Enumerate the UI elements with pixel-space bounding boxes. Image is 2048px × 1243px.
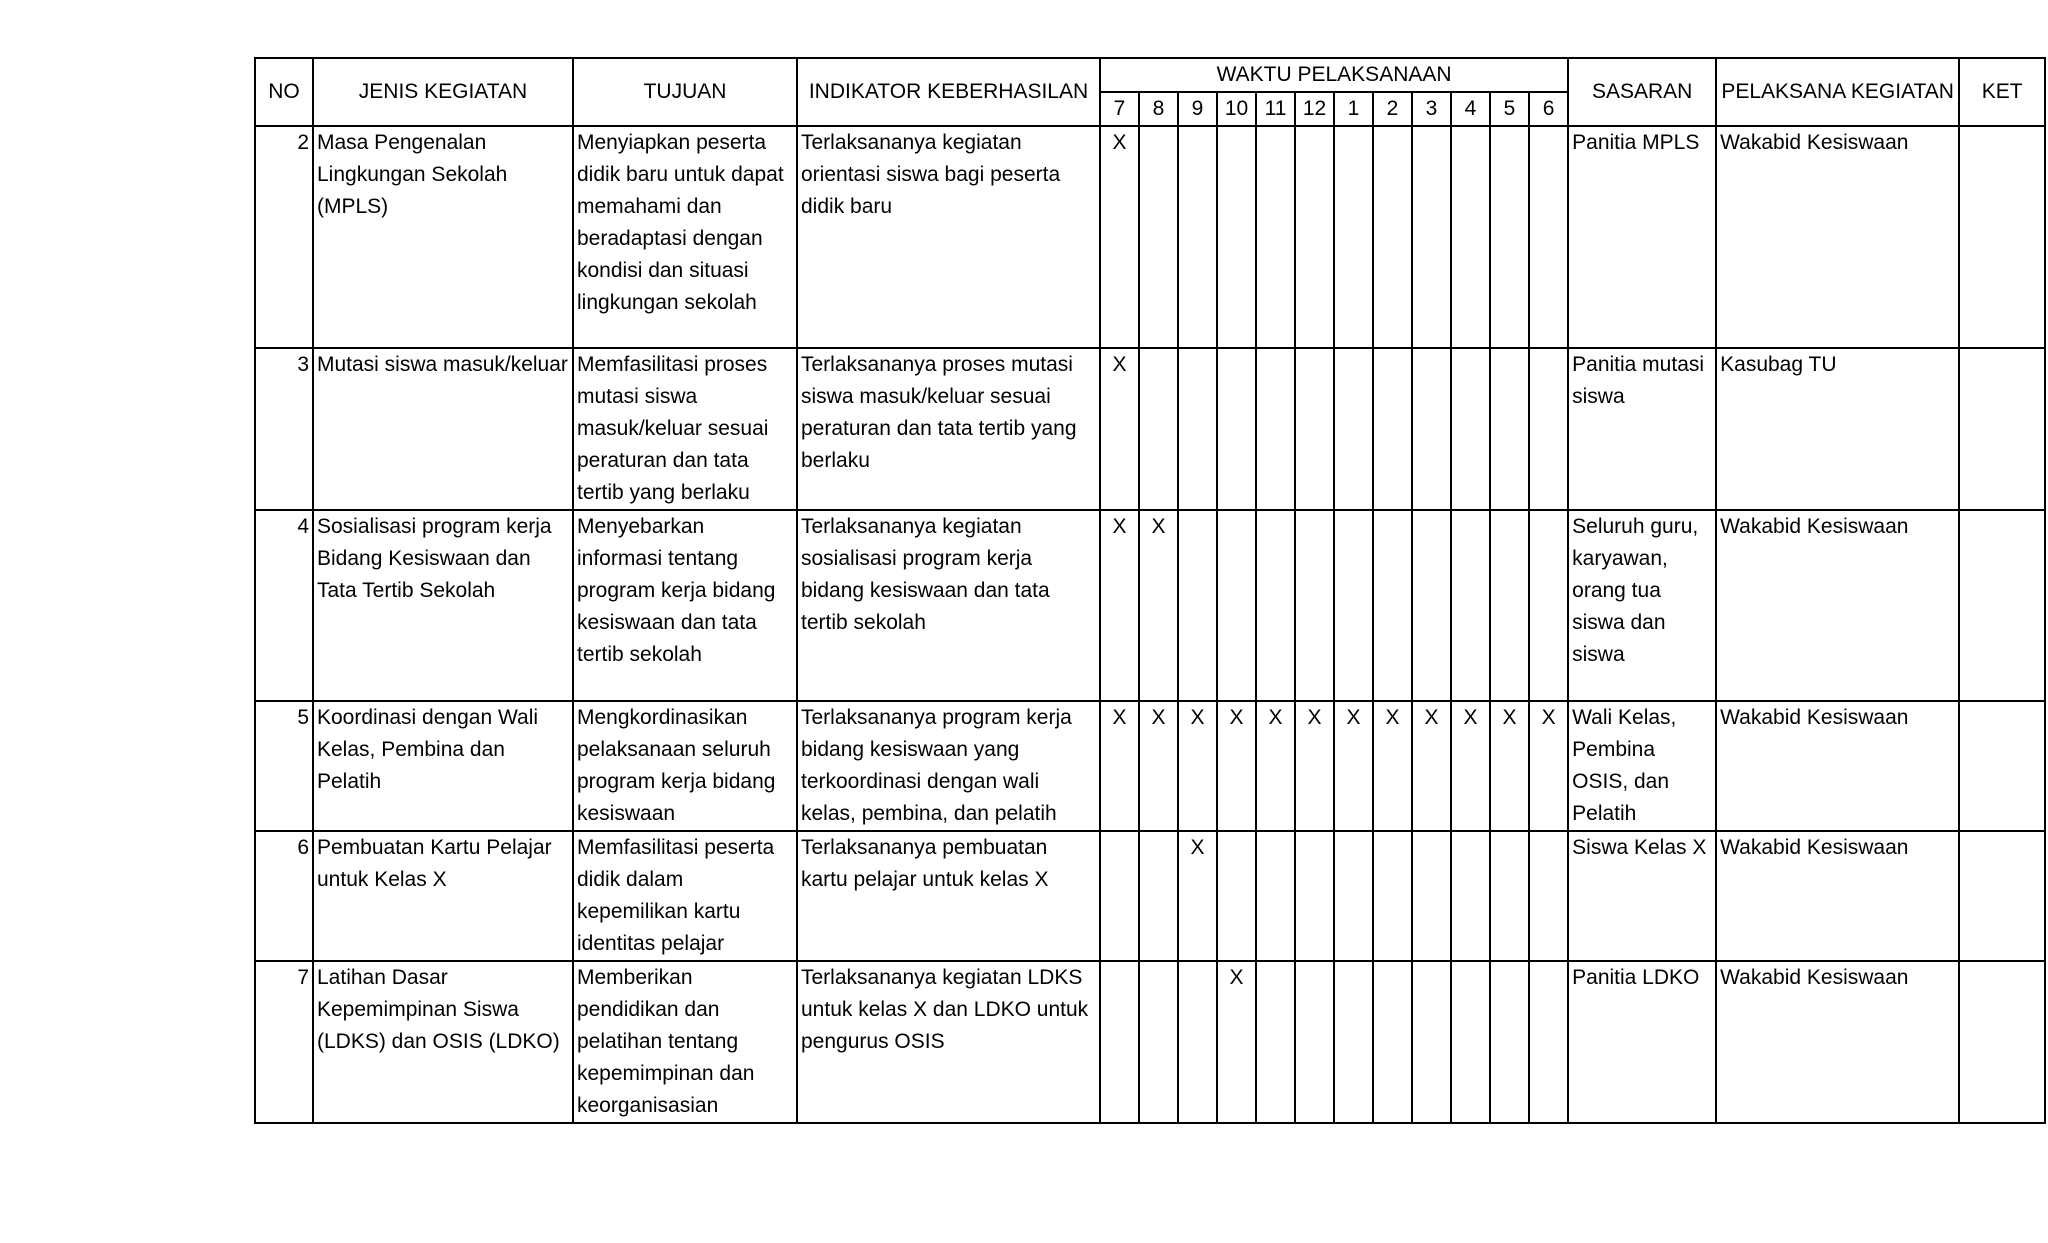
row-jenis-kegiatan: Latihan Dasar Kepemimpinan Siswa (LDKS) dan OSIS (LDKO) xyxy=(313,961,573,1123)
schedule-mark-6 xyxy=(1529,961,1568,1123)
header-month-10: 10 xyxy=(1217,92,1256,126)
schedule-mark-5 xyxy=(1490,348,1529,510)
row-tujuan: Menyebarkan informasi tentang program kerja bidang kesiswaan dan tata tertib sekolah xyxy=(573,510,797,701)
schedule-mark-5 xyxy=(1490,126,1529,348)
schedule-mark-1 xyxy=(1334,961,1373,1123)
schedule-mark-4 xyxy=(1451,510,1490,701)
schedule-mark-3 xyxy=(1412,348,1451,510)
row-tujuan: Memfasilitasi peserta didik dalam kepemilikan kartu identitas pelajar xyxy=(573,831,797,961)
row-sasaran: Panitia mutasi siswa xyxy=(1568,348,1716,510)
row-sasaran: Panitia LDKO xyxy=(1568,961,1716,1123)
schedule-mark-12 xyxy=(1295,126,1334,348)
schedule-mark-9 xyxy=(1178,126,1217,348)
header-month-11: 11 xyxy=(1256,92,1295,126)
schedule-mark-7: X xyxy=(1100,126,1139,348)
row-no: 5 xyxy=(255,701,313,831)
row-sasaran: Wali Kelas, Pembina OSIS, dan Pelatih xyxy=(1568,701,1716,831)
header-pelaksana-kegiatan: PELAKSANA KEGIATAN xyxy=(1716,58,1959,126)
schedule-mark-10 xyxy=(1217,126,1256,348)
row-ket xyxy=(1959,126,2045,348)
schedule-mark-8 xyxy=(1139,348,1178,510)
schedule-mark-4 xyxy=(1451,961,1490,1123)
schedule-body xyxy=(255,126,2045,1123)
header-month-3: 3 xyxy=(1412,92,1451,126)
schedule-mark-7: X xyxy=(1100,348,1139,510)
row-indikator: Terlaksananya program kerja bidang kesiswaan yang terkoordinasi dengan wali kelas, pembina, dan pelatih xyxy=(797,701,1100,831)
row-no: 7 xyxy=(255,961,313,1123)
row-pelaksana: Wakabid Kesiswaan xyxy=(1716,831,1959,961)
schedule-mark-10 xyxy=(1217,831,1256,961)
row-no: 4 xyxy=(255,510,313,701)
program-schedule-table xyxy=(254,57,2046,1124)
schedule-mark-6 xyxy=(1529,831,1568,961)
row-no: 2 xyxy=(255,126,313,348)
row-indikator: Terlaksananya kegiatan sosialisasi program kerja bidang kesiswaan dan tata tertib sekolah xyxy=(797,510,1100,701)
schedule-mark-1: X xyxy=(1334,701,1373,831)
schedule-mark-10: X xyxy=(1217,961,1256,1123)
header-tujuan: TUJUAN xyxy=(573,58,797,126)
schedule-mark-5: X xyxy=(1490,701,1529,831)
schedule-mark-4 xyxy=(1451,126,1490,348)
schedule-mark-5 xyxy=(1490,961,1529,1123)
row-indikator: Terlaksananya kegiatan LDKS untuk kelas X dan LDKO untuk pengurus OSIS xyxy=(797,961,1100,1123)
schedule-mark-7 xyxy=(1100,831,1139,961)
row-sasaran: Seluruh guru, karyawan, orang tua siswa dan siswa xyxy=(1568,510,1716,701)
schedule-mark-6: X xyxy=(1529,701,1568,831)
schedule-mark-8: X xyxy=(1139,701,1178,831)
schedule-mark-10: X xyxy=(1217,701,1256,831)
schedule-mark-3 xyxy=(1412,126,1451,348)
schedule-mark-1 xyxy=(1334,831,1373,961)
schedule-mark-5 xyxy=(1490,831,1529,961)
schedule-mark-11: X xyxy=(1256,701,1295,831)
row-indikator: Terlaksananya kegiatan orientasi siswa bagi peserta didik baru xyxy=(797,126,1100,348)
row-tujuan: Menyiapkan peserta didik baru untuk dapat memahami dan beradaptasi dengan kondisi dan situasi lingkungan sekolah xyxy=(573,126,797,348)
row-tujuan: Memberikan pendidikan dan pelatihan tentang kepemimpinan dan keorganisasian xyxy=(573,961,797,1123)
header-month-8: 8 xyxy=(1139,92,1178,126)
schedule-mark-2 xyxy=(1373,961,1412,1123)
schedule-mark-4 xyxy=(1451,831,1490,961)
schedule-mark-11 xyxy=(1256,510,1295,701)
schedule-mark-9 xyxy=(1178,348,1217,510)
schedule-mark-1 xyxy=(1334,510,1373,701)
schedule-mark-6 xyxy=(1529,348,1568,510)
schedule-mark-7: X xyxy=(1100,701,1139,831)
schedule-mark-3 xyxy=(1412,961,1451,1123)
schedule-mark-12 xyxy=(1295,348,1334,510)
schedule-mark-8: X xyxy=(1139,510,1178,701)
row-pelaksana: Wakabid Kesiswaan xyxy=(1716,510,1959,701)
row-sasaran: Panitia MPLS xyxy=(1568,126,1716,348)
header-month-5: 5 xyxy=(1490,92,1529,126)
row-ket xyxy=(1959,701,2045,831)
row-jenis-kegiatan: Masa Pengenalan Lingkungan Sekolah (MPLS) xyxy=(313,126,573,348)
schedule-mark-5 xyxy=(1490,510,1529,701)
row-tujuan: Mengkordinasikan pelaksanaan seluruh program kerja bidang kesiswaan xyxy=(573,701,797,831)
row-pelaksana: Wakabid Kesiswaan xyxy=(1716,961,1959,1123)
schedule-mark-8 xyxy=(1139,961,1178,1123)
schedule-mark-2 xyxy=(1373,348,1412,510)
schedule-mark-3 xyxy=(1412,510,1451,701)
schedule-mark-7: X xyxy=(1100,510,1139,701)
header-row-main xyxy=(255,58,2045,92)
program-schedule-sheet xyxy=(254,57,2046,1124)
row-no: 6 xyxy=(255,831,313,961)
schedule-mark-2: X xyxy=(1373,701,1412,831)
row-tujuan: Memfasilitasi proses mutasi siswa masuk/keluar sesuai peraturan dan tata tertib yang berlaku xyxy=(573,348,797,510)
header-no: NO xyxy=(255,58,313,126)
header-month-2: 2 xyxy=(1373,92,1412,126)
schedule-mark-8 xyxy=(1139,126,1178,348)
row-ket xyxy=(1959,831,2045,961)
header-ket: KET xyxy=(1959,58,2045,126)
table-row xyxy=(255,961,2045,1123)
schedule-mark-7 xyxy=(1100,961,1139,1123)
schedule-mark-12 xyxy=(1295,831,1334,961)
schedule-mark-9 xyxy=(1178,510,1217,701)
schedule-mark-8 xyxy=(1139,831,1178,961)
schedule-mark-12 xyxy=(1295,510,1334,701)
row-jenis-kegiatan: Koordinasi dengan Wali Kelas, Pembina dan Pelatih xyxy=(313,701,573,831)
row-no: 3 xyxy=(255,348,313,510)
row-jenis-kegiatan: Pembuatan Kartu Pelajar untuk Kelas X xyxy=(313,831,573,961)
table-row xyxy=(255,510,2045,701)
schedule-mark-12: X xyxy=(1295,701,1334,831)
schedule-mark-4: X xyxy=(1451,701,1490,831)
row-indikator: Terlaksananya pembuatan kartu pelajar untuk kelas X xyxy=(797,831,1100,961)
row-pelaksana: Wakabid Kesiswaan xyxy=(1716,701,1959,831)
header-sasaran: SASARAN xyxy=(1568,58,1716,126)
table-row xyxy=(255,831,2045,961)
schedule-mark-11 xyxy=(1256,126,1295,348)
schedule-mark-2 xyxy=(1373,510,1412,701)
row-ket xyxy=(1959,961,2045,1123)
schedule-mark-10 xyxy=(1217,510,1256,701)
schedule-mark-3: X xyxy=(1412,701,1451,831)
header-month-9: 9 xyxy=(1178,92,1217,126)
table-row xyxy=(255,701,2045,831)
schedule-mark-2 xyxy=(1373,126,1412,348)
schedule-mark-1 xyxy=(1334,126,1373,348)
schedule-mark-4 xyxy=(1451,348,1490,510)
header-month-7: 7 xyxy=(1100,92,1139,126)
schedule-mark-12 xyxy=(1295,961,1334,1123)
table-row xyxy=(255,348,2045,510)
schedule-mark-11 xyxy=(1256,961,1295,1123)
header-month-4: 4 xyxy=(1451,92,1490,126)
row-indikator: Terlaksananya proses mutasi siswa masuk/keluar sesuai peraturan dan tata tertib yang berlaku xyxy=(797,348,1100,510)
header-waktu-pelaksanaan: WAKTU PELAKSANAAN xyxy=(1100,58,1568,92)
schedule-mark-6 xyxy=(1529,126,1568,348)
row-jenis-kegiatan: Sosialisasi program kerja Bidang Kesiswaan dan Tata Tertib Sekolah xyxy=(313,510,573,701)
header-indikator-keberhasilan: INDIKATOR KEBERHASILAN xyxy=(797,58,1100,126)
schedule-mark-3 xyxy=(1412,831,1451,961)
header-jenis-kegiatan: JENIS KEGIATAN xyxy=(313,58,573,126)
schedule-mark-9: X xyxy=(1178,701,1217,831)
schedule-mark-2 xyxy=(1373,831,1412,961)
header-month-12: 12 xyxy=(1295,92,1334,126)
schedule-mark-9 xyxy=(1178,961,1217,1123)
schedule-mark-11 xyxy=(1256,831,1295,961)
row-pelaksana: Kasubag TU xyxy=(1716,348,1959,510)
header-month-6: 6 xyxy=(1529,92,1568,126)
row-sasaran: Siswa Kelas X xyxy=(1568,831,1716,961)
header-month-1: 1 xyxy=(1334,92,1373,126)
row-jenis-kegiatan: Mutasi siswa masuk/keluar xyxy=(313,348,573,510)
row-pelaksana: Wakabid Kesiswaan xyxy=(1716,126,1959,348)
schedule-mark-9: X xyxy=(1178,831,1217,961)
row-ket xyxy=(1959,348,2045,510)
schedule-mark-11 xyxy=(1256,348,1295,510)
table-row xyxy=(255,126,2045,348)
schedule-mark-6 xyxy=(1529,510,1568,701)
schedule-mark-1 xyxy=(1334,348,1373,510)
schedule-mark-10 xyxy=(1217,348,1256,510)
row-ket xyxy=(1959,510,2045,701)
